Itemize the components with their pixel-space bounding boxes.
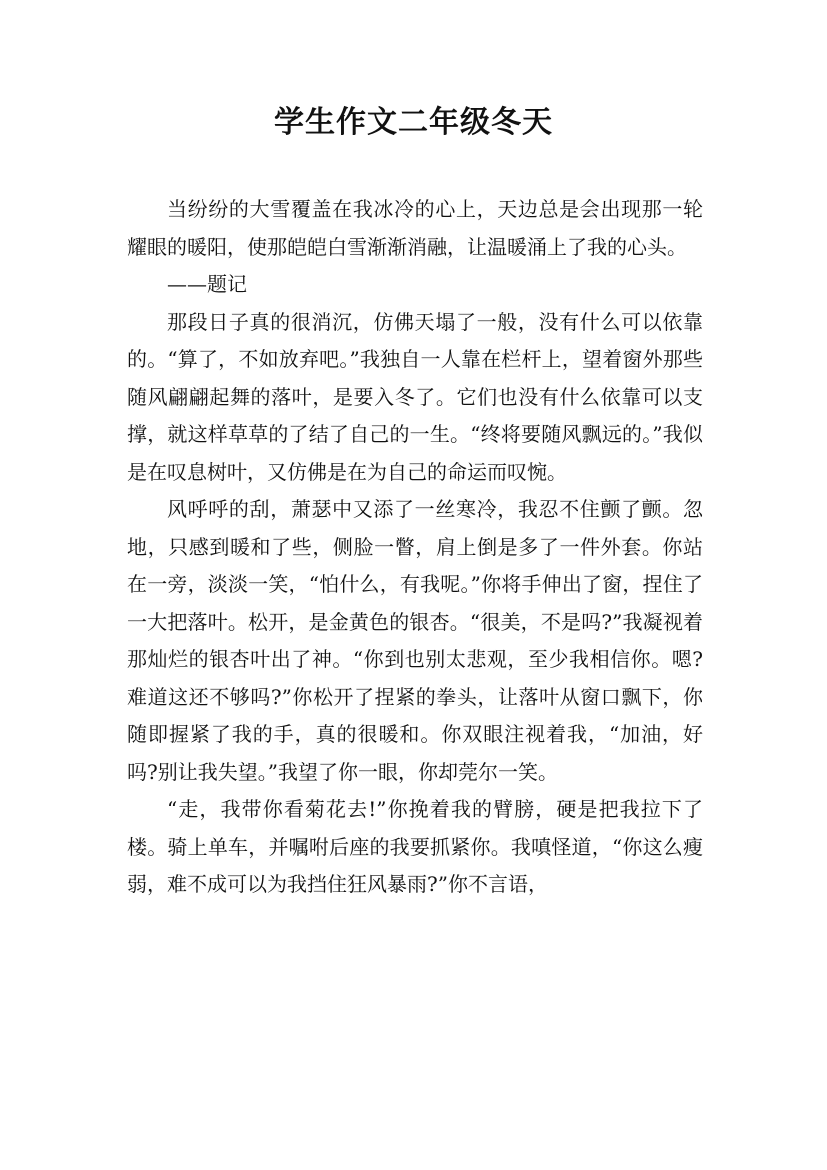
paragraph-4: “走，我带你看菊花去!”你挽着我的臂膀，硬是把我拉下了楼。骑上单车，并嘱咐后座的我要抓紧你。我嗔怪道，“你这么瘦弱，难不成可以为我挡住狂风暴雨?”你不言语， xyxy=(127,797,703,896)
paragraph-intro: 当纷纷的大雪覆盖在我冰冷的心上，天边总是会出现那一轮耀眼的暖阳，使那皑皑白雪渐渐消融，让温暖涌上了我的心头。 xyxy=(127,197,703,259)
paragraph-3: 风呼呼的刮，萧瑟中又添了一丝寒冷，我忍不住颤了颤。忽地，只感到暖和了些，侧脸一瞥，肩上倒是多了一件外套。你站在一旁，淡淡一笑，“怕什么，有我呢。”你将手伸出了窗，捏住了一大把落叶。松开，是金黄色的银杏。“很美，不是吗?”我凝视着那灿烂的银杏叶出了神。“你到也别太悲观，至少我相信你。嗯?难道这还不够吗?”你松开了捏紧的拳头，让落叶从窗口飘下，你随即握紧了我的手，真的很暖和。你双眼注视着我，“加油，好吗?别让我失望。”我望了你一眼，你却莞尔一笑。 xyxy=(127,497,703,784)
essay-body xyxy=(127,191,703,904)
paragraph-epigraph-attribution: ——题记 xyxy=(167,272,247,296)
page-title: 学生作文二年级冬天 xyxy=(274,105,553,140)
paragraph-2: 那段日子真的很消沉，仿佛天塌了一般，没有什么可以依靠的。“算了，不如放弃吧。”我独自一人靠在栏杆上，望着窗外那些随风翩翩起舞的落叶，是要入冬了。它们也没有什么依靠可以支撑，就这样草草的了结了自己的一生。“终将要随风飘远的。”我似是在叹息树叶，又仿佛是在为自己的命运而叹惋。 xyxy=(127,309,703,484)
